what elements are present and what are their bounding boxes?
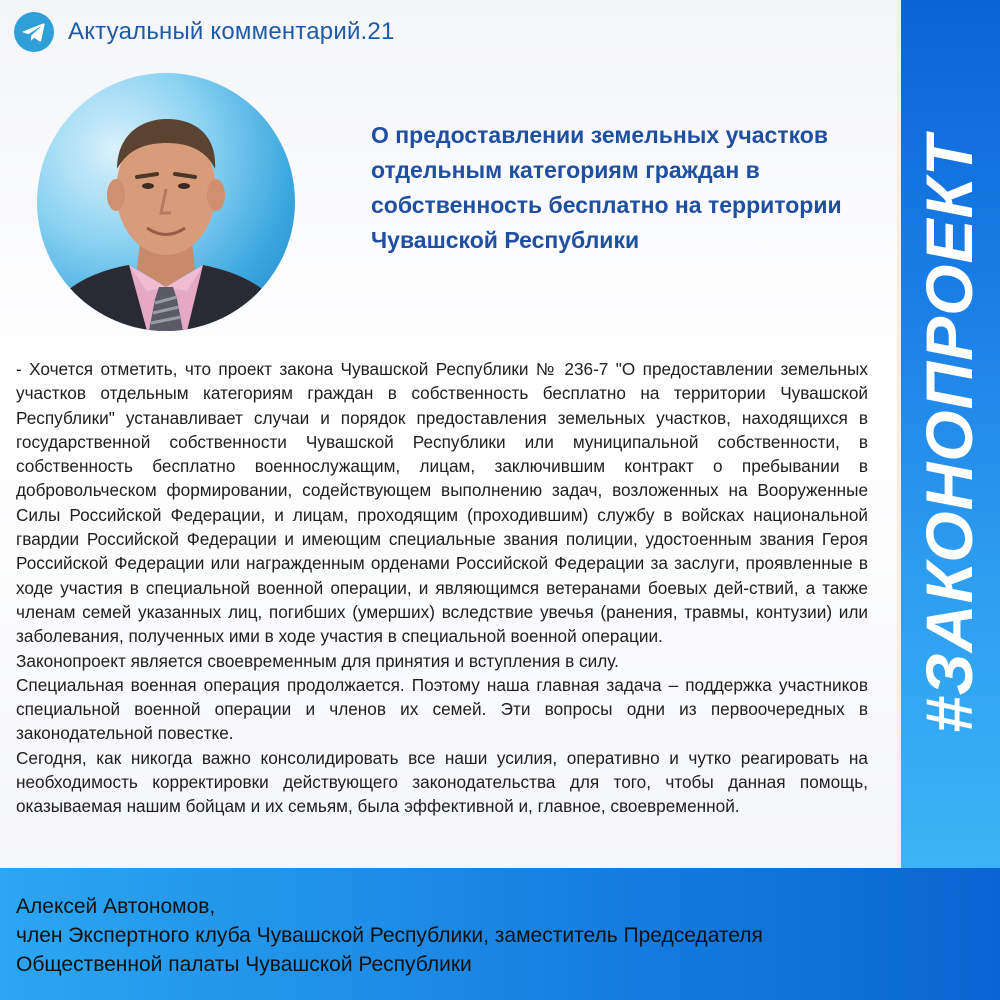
- comment-paragraph: Законопроект является своевременным для принятия и вступления в силу.: [16, 650, 619, 671]
- article-headline: О предоставлении земельных участков отдельным категориям граждан в собственность бесплатно на территории Чувашской Республики: [371, 122, 842, 253]
- author-signature: [16, 892, 763, 979]
- author-role: член Экспертного клуба Чувашской Республики, заместитель Председателя: [16, 924, 763, 947]
- comment-paragraph: Сегодня, как никогда важно консолидировать все наши усилия, оперативно и чутко реагировать на необходимость корректировки действующего законодательства для того, чтобы данная помощь, оказываемая нашим бойцам и их семьям, была эффективной и, главное, своевременной.: [16, 747, 868, 817]
- hashtag-label: #ЗАКОНОПРОЕКТ: [911, 134, 986, 734]
- side-tag-band: [897, 0, 1000, 868]
- author-name: Алексей Автономов,: [16, 895, 216, 918]
- author-photo: [37, 73, 295, 331]
- telegram-icon[interactable]: [14, 12, 54, 52]
- author-role: Общественной палаты Чувашской Республики: [16, 953, 472, 976]
- channel-header: [14, 10, 395, 54]
- comment-paragraph: - Хочется отметить, что проект закона Чувашской Республики № 236-7 "О предоставлении земельных участков отдельным категориям граждан в собственность бесплатно на территории Чувашской Республики" устанавливает случаи и порядок предоставления земельных участков, находящихся в государственной собственности Чувашской Республики или муниципальной собственности, в собственность бесплатно военнослужащим, лицам, заключившим контракт о пребывании в добровольческом формировании, содействующем выполнению задач, возложенных на Вооруженные Силы Российской Федерации, и лицам, проходящим (проходившим) службу в войсках национальной гвардии Российской Федерации и имеющим специальные звания полиции, удостоенным звания Героя Российской Федерации или награжденным орденами Российской Федерации за заслуги, проявленные в ходе участия в специальной военной операции, и являющимся ветеранами боевых дей-ствий, а также членам семей указанных лиц, погибших (умерших) вследствие увечья (ранения, травмы, контузии) или заболевания, полученных ими в ходе участия в специальной военной операции.: [16, 359, 868, 647]
- comment-paragraph: Специальная военная операция продолжается. Поэтому наша главная задача – поддержка участников специальной военной операции и членов их семей. Эти вопросы одни из первоочередных в законодательной повестке.: [16, 674, 868, 744]
- channel-title: Актуальный комментарий.21: [68, 18, 395, 45]
- comment-body: [16, 357, 868, 819]
